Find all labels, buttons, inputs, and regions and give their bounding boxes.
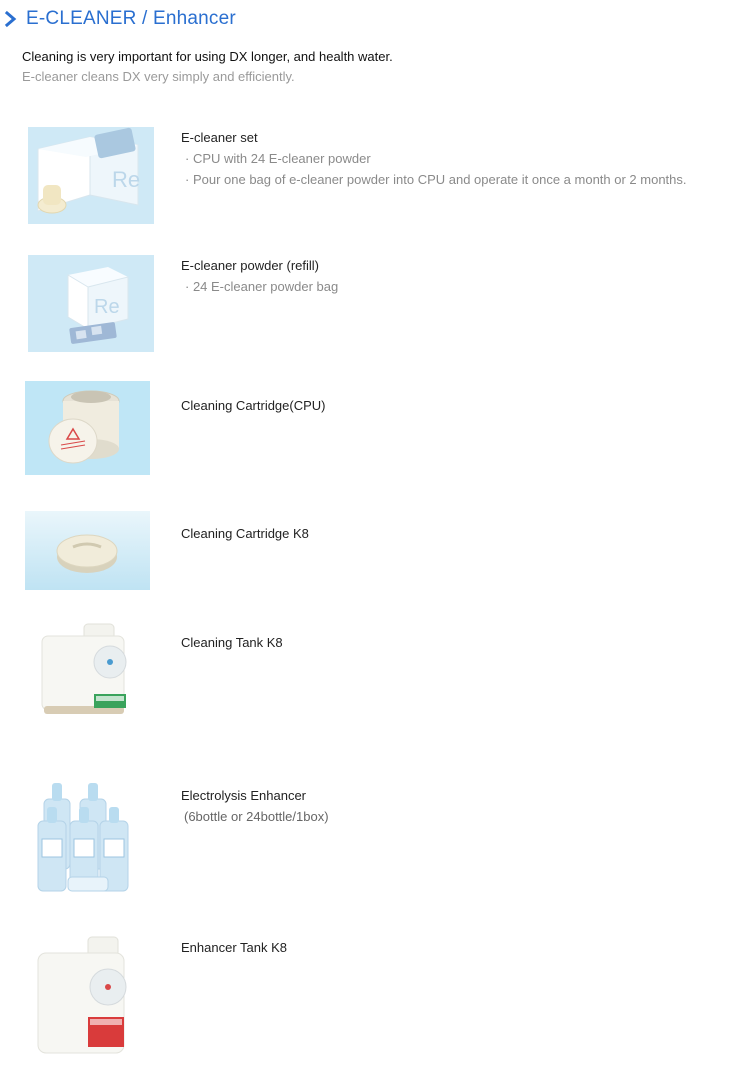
product-cleaning-cartridge-k8 [0,511,754,621]
intro-text [22,47,393,87]
svg-text:Re: Re [94,296,120,318]
product-name: Cleaning Cartridge K8 [181,526,309,541]
page-header [4,8,236,30]
cleaning-cartridge-cpu-photo [25,381,150,475]
product-bullet: · Pour one bag of e-cleaner powder into CPU and operate it once a month or 2 months. [185,172,687,187]
product-name: E-cleaner set [181,130,258,145]
product-note: (6bottle or 24bottle/1box) [184,809,329,824]
product-enhancer-tank-k8 [0,925,754,1065]
product-name: Electrolysis Enhancer [181,788,306,803]
product-name: E-cleaner powder (refill) [181,258,319,273]
product-ecleaner-powder [0,255,754,365]
product-name: Enhancer Tank K8 [181,940,287,955]
ecleaner-powder-photo [28,255,154,352]
product-name: Cleaning Cartridge(CPU) [181,398,326,413]
intro-line-1: Cleaning is very important for using DX longer, and health water. [22,49,393,64]
enhancer-tank-k8-photo [32,933,132,1059]
product-bullet: · CPU with 24 E-cleaner powder [185,151,371,166]
product-info [181,395,326,416]
svg-text:Re: Re [112,167,141,192]
product-bullet: · 24 E-cleaner powder bag [185,279,339,294]
product-electrolysis-enhancer [0,773,754,903]
product-info [181,255,338,297]
product-cleaning-tank-k8 [0,620,754,750]
intro-line-2: E-cleaner cleans DX very simply and efficiently. [22,69,295,84]
electrolysis-enhancer-photo [34,777,134,899]
cleaning-cartridge-k8-photo [25,511,150,590]
cleaning-tank-k8-photo [36,620,134,718]
product-info [181,127,687,190]
product-info [181,785,329,827]
page-title: E-CLEANER / Enhancer [26,8,236,29]
ecleaner-set-photo [28,127,154,224]
product-info [181,632,283,653]
product-info [181,937,287,958]
product-ecleaner-set [0,127,754,237]
product-cleaning-cartridge-cpu [0,381,754,491]
product-name: Cleaning Tank K8 [181,635,283,650]
chevron-right-icon [4,9,18,29]
product-info [181,523,309,544]
